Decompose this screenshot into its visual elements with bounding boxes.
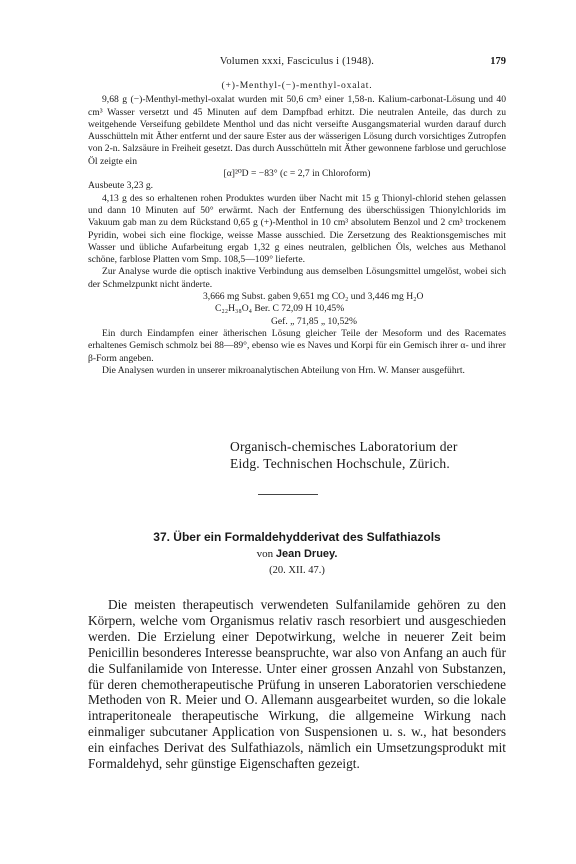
yield-line: Ausbeute 3,23 g. <box>88 180 154 192</box>
paragraph-acknowledgement: Die Analysen wurden in unserer mikroanalytischen Abteilung von Hrn. W. Manser ausgeführt. <box>102 364 465 376</box>
compound-heading: (+)-Menthyl-(−)-menthyl-oxalat. <box>221 80 373 91</box>
paragraph-mixture: Ein durch Eindampfen einer ätherischen Lösung gleicher Teile der Mesoform und des Racemates erhaltenes Gemisch schmolz bei 88—89°, ebenso wie es Naves und Korpi für ein Gemisch ihrer α- und ihrer β-Form angeben. <box>88 327 506 364</box>
article-body <box>88 597 506 772</box>
optical-rotation: [α]²⁰D = −83° (c = 2,7 in Chloroform) <box>223 168 371 180</box>
analysis-found: Gef. „ 71,85 „ 10,52% <box>271 315 358 327</box>
analysis-calculated: C₂₂H₃₈O₄ Ber. C 72,09 H 10,45% <box>215 303 345 315</box>
signature-line-1: Organisch-chemisches Laboratorium der <box>230 439 458 454</box>
signature-line-2: Eidg. Technischen Hochschule, Zürich. <box>230 456 450 471</box>
author-name: Jean Druey. <box>275 548 338 560</box>
paragraph-saponification: 9,68 g (−)-Menthyl-methyl-oxalat wurden mit 50,6 cm³ einer 1,58-n. Kalium-carbonat-Lösung und 40 cm³ Wasser versetzt und 45 Minuten auf dem Dampfbad erhitzt. Die neutralen Anteile, das durch zu weitgehende Verseifung gebildete Menthol und das nicht verseifte Ausgangsmaterial wurden darauf durch Ausschütteln mit Äther entfernt und der saure Ester aus der wässerigen Lösung durch vorsichtiges Zutropfen von 2-n. Salzsäure in Freiheit gesetzt. Das durch Ausschütteln mit Äther gewonnene farblose und geruchlose Öl zeigte ein <box>88 94 506 167</box>
paragraph-thionylchloride: 4,13 g des so erhaltenen rohen Produktes wurden über Nacht mit 15 g Thionyl-chlorid stehen gelassen und dann 10 Minuten auf 50° erwärmt. Nach der Entfernung des überschüssigen Thionylchlorids im Vakuum gab man zu dem Rückstand 0,65 g (+)-Menthol in 10 cm³ absolutem Benzol und 2 cm³ trockenem Pyridin, wobei sich eine flockige, weisse Masse ausschied. Die Zersetzung des Reaktionsgemisches mit Wasser und übliche Aufarbeitung ergab 1,32 g eines neutralen, gelblichen Öls, welches aus Methanol schöne, farblose Platten vom Smp. 108,5—109° lieferte. <box>88 192 506 266</box>
paragraph-recrystallization: Zur Analyse wurde die optisch inaktive Verbindung aus demselben Lösungsmittel umgelöst, wobei sich der Schmelzpunkt nicht änderte. <box>88 266 506 290</box>
elemental-analysis <box>88 291 506 328</box>
intro-paragraph: Die meisten therapeutisch verwendeten Sulfanilamide gehören zu den Körpern, welche vom Organismus relativ rasch resorbiert und ausgeschieden werden. Die Erzielung einer Depotwirkung, welche in neuerer Zeit beim Penicillin besonderes Interesse beanspruchte, war also von Anfang an auch für die Sulfanilamide von Interesse. Unter einer grossen Anzahl von Substanzen, für deren chemotherapeutische Prüfung in unseren Laboratorien verschiedene Methoden von R. Meier und O. Allemann ausgearbeitet wurden, so die lokale intraperitoneale therapeutische Wirkung, die allgemeine Wirkung nach einmaliger subcutaner Application von Suspensionen u. s. w., hat besonders ein einfaches Derivat des Sulfathiazols, nämlich ein Umsetzungsprodukt mit Formaldehyd, sehr günstige Eigenschaften gezeigt. <box>88 597 506 772</box>
byline-von: von <box>256 548 274 560</box>
running-title: Volumen xxxi, Fasciculus i (1948). <box>219 56 375 67</box>
article-byline <box>88 548 506 560</box>
analysis-sample: 3,666 mg Subst. gaben 9,651 mg CO₂ und 3,446 mg H₂O <box>203 291 424 303</box>
laboratory-signature <box>230 438 530 472</box>
article-date: (20. XII. 47.) <box>269 565 325 576</box>
page-number: 179 <box>490 56 506 67</box>
article-title: 37. Über ein Formaldehydderivat des Sulfathiazols <box>153 530 441 544</box>
section-divider <box>258 494 318 495</box>
experimental-section <box>88 80 506 377</box>
